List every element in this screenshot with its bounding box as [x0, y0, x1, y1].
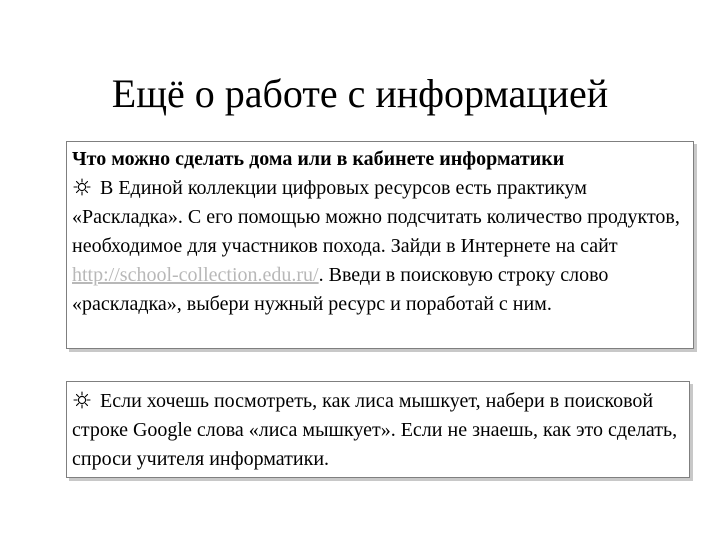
sun-icon [72, 178, 92, 196]
box-heading: Что можно сделать дома или в кабинете информатики [72, 148, 565, 170]
school-collection-link[interactable]: http://school-collection.edu.ru/ [72, 264, 319, 286]
box-text: Если хочешь посмотреть, как лиса мышкует, набери в поисковой строке Google слова «лиса мышкует». Если не знаешь, как это сделать, спроси учителя информатики. [72, 390, 678, 470]
box-text-before-link: В Единой коллекции цифровых ресурсов есть практикум «Раскладка». С его помощью можно подсчитать количество продуктов, необходимое для участников похода. Зайди в Интернете на сайт [72, 177, 680, 257]
slide-title: Ещё о работе с информацией [111, 71, 609, 116]
box-text-after-link: . Введи в поисковую строку слово «раскладка», выбери нужный ресурс и поработай с ним. [72, 264, 609, 315]
info-box-fox-hunting [66, 381, 690, 478]
sun-icon [72, 391, 92, 409]
info-box-home-activity [66, 141, 694, 349]
